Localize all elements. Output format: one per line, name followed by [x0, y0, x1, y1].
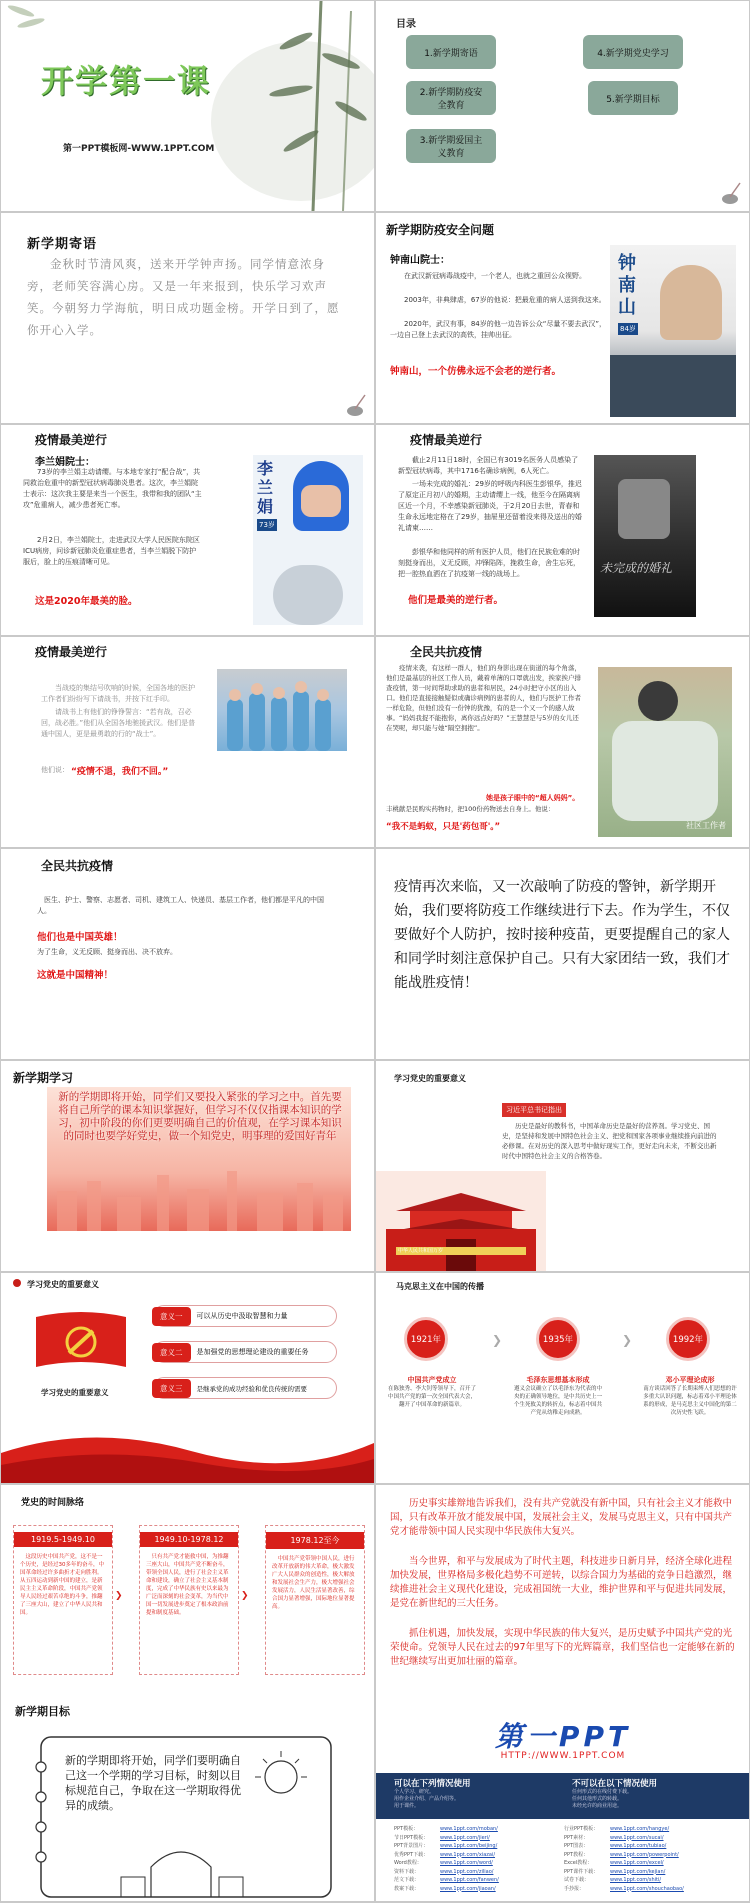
cover-title: 开学第一课	[41, 62, 212, 100]
tag-label: 习近平总书记指出	[502, 1103, 566, 1117]
slide-zhong	[376, 213, 749, 423]
cover-subtitle: 第一PPT模板网-WWW.1PPT.COM	[63, 144, 215, 154]
bamboo-left-icon	[1, 1, 61, 61]
slide-title: 全民共抗疫情	[41, 859, 114, 873]
link-item[interactable]: www.1ppt.com/excel/	[610, 1860, 664, 1866]
quote-2: 这就是中国精神！	[37, 970, 114, 981]
bamboo-painting	[201, 1, 374, 211]
book-cover-image: 钟南山 84岁	[610, 245, 736, 417]
tiananmen-image	[376, 1171, 546, 1271]
arrow-icon: ❯	[241, 1591, 249, 1601]
link-item[interactable]: www.1ppt.com/shiti/	[610, 1877, 662, 1883]
link-list	[394, 1825, 734, 1893]
message-body: 金秋时节清风爽，送来开学钟声扬。同学情意浓身旁，老师笑容满心房。又是一年来报到，快乐学习欢声笑。今朝努力学海航，明日成功题金榜。开学日到了，愿你开心入学。	[27, 257, 340, 337]
item-1: 意义一 可以从历史中汲取智慧和力量	[153, 1305, 337, 1327]
slide-li	[1, 425, 374, 635]
link-label: Word教程：	[394, 1860, 422, 1866]
timeline-col-2: 1949.10-1978.12 只有共产党才能救中国，为推翻三座大山，中国共产党不断奋斗，带领全国人民，进行了社会主义革命和建设，确立了社会主义基本制度，完成了中华民族有史以来最为广泛而深刻的社会变革，为当代中国一切发展进步奠定了根本政治前提和制度基础。	[139, 1525, 239, 1675]
slide-title: 全民共抗疫情	[410, 645, 483, 659]
slide-title: 学习党史的重要意义	[27, 1280, 99, 1289]
link-row	[394, 1834, 734, 1843]
link-item[interactable]: www.1ppt.com/xiazai/	[440, 1851, 496, 1858]
para-2: 请战书上有他们的铮铮誓言：“若有战，召必回，战必胜。”他们从全国各地驰援武汉。他们是普通中国人，更是最勇敢的行的“战士”。	[41, 708, 196, 738]
link-item[interactable]: www.1ppt.com/sucai/	[610, 1834, 664, 1841]
link-label: 优秀PPT下载：	[394, 1851, 429, 1858]
link-label: 教案下载：	[394, 1885, 420, 1892]
link-row	[394, 1885, 734, 1894]
quote: “疫情不退，我们不回。”	[71, 767, 169, 777]
link-item[interactable]: www.1ppt.com/beijing/	[440, 1843, 498, 1849]
slide-message	[1, 213, 374, 423]
para-1: 历史事实雄辩地告诉我们，没有共产党就没有新中国，只有社会主义才能救中国，只有改革开放才能发展中国，发展社会主义，发展马克思主义，只有中国共产党才能带领中国人民实现中华民族伟大复兴。	[390, 1498, 733, 1537]
timeline-node-3: 1992年	[666, 1317, 710, 1361]
slide-toc	[376, 1, 749, 211]
community-worker-photo: 社区工作者	[598, 667, 732, 837]
para-3: 彭银华和他同样的所有医护人员，他们在民族危难的时刻挺身而出，义无反顾，冲锋陷阵，挽救生命，舍生忘死，把一腔热血洒在了抗疫第一线的战场上。	[398, 548, 580, 578]
link-row	[394, 1859, 734, 1868]
arrow-icon: ❯	[115, 1591, 123, 1601]
toc-item-1[interactable]: 1.新学期寄语	[406, 35, 496, 69]
link-label: PPT教程：	[564, 1851, 589, 1858]
logo-url: HTTP://WWW.1PPT.COM	[500, 1751, 626, 1761]
timeline-node-2: 1935年	[536, 1317, 580, 1361]
link-item[interactable]: www.1ppt.com/word/	[440, 1860, 493, 1866]
arrow-icon: ❯	[492, 1333, 503, 1347]
cannot-heading: 不可以在以下情况使用	[572, 1779, 658, 1789]
goal-body: 新的学期即将开始，同学们要明确自己这一个学期的学习目标，时刻以目标规范自己，争取在这一学期取得优异的成绩。	[65, 1754, 241, 1812]
slide-title: 疫情最美逆行	[35, 433, 108, 447]
link-item[interactable]: www.1ppt.com/kejian/	[610, 1868, 666, 1875]
slide-timeline	[1, 1485, 374, 1695]
link-row	[394, 1851, 734, 1860]
toc-item-3[interactable]: 3.新学期爱国主义教育	[406, 129, 496, 163]
para-2: 一场未完成的婚礼：29岁的呼吸内科医生彭银华，推迟了原定正月初八的婚期，主动请缨上一线，他至今在隔离病区近一个月，不幸感染新冠肺炎，于2月20日去世，青春和生命永远地定格在了29岁，抽屉里还留着没来得及送出的婚礼请柬……	[398, 480, 582, 532]
link-item[interactable]: www.1ppt.com/jieri/	[440, 1834, 490, 1841]
slide-community	[376, 637, 749, 847]
para-1: 疫情来袭，有这样一群人，他们的身影出现在街道的每个角落，他们是最基层的社区工作人员，戴着单薄的口罩就出发，挨家挨户排查疫情，第一时间帮助求助的患者和居民，24小时把守小区的出入口。他们是直接接触疑似或确诊病例的患者的人，他们与医护工作者一样危险，但他们没有一份钟的犹豫，有的是一个又一个的感人故事。“妈妈我捉不能抱你，离你远点好吗？”王慧慧是与5岁的女儿还在哭呢，却只能与她“隔空拥抱”。	[386, 664, 581, 732]
slide-significance-a: 学习党史的重要意义 习近平总书记指出 历史是最好的教科书，中国革命历史是最好的营养剂。学习党史、国史，是坚持和发展中国特色社会主义、把党和国家各项事业继续推向前进的必修课。在对历史的深入思考中做好现实工作，更好走向未来，不断交出新时代中国特色社会主义的合格答卷。 中华人民共和国万岁	[376, 1061, 749, 1271]
link-label: PPT模板：	[394, 1826, 419, 1832]
link-label: 行业PPT模板：	[564, 1826, 599, 1832]
timeline-node-1: 1921年	[404, 1317, 448, 1361]
timeline-col-1: 1919.5-1949.10 这段历史中国共产党，这不是一个历史，是经过30多年的奋斗，中国革命经过许多曲折才走向胜利。从五四运动到新中国的建立，是新民主主义革命阶段，中国共产党领导人民经过艰苦卓绝的斗争，推翻了三座大山，建立了中华人民共和国。	[13, 1525, 113, 1675]
quote: 这是2020年最美的脸。	[35, 596, 138, 607]
toc-heading: 目录	[396, 19, 416, 30]
slide-title: 新学期寄语	[27, 237, 98, 252]
link-label: 资料下载：	[394, 1868, 420, 1875]
para-1: 在武汉新冠病毒战疫中，一个老人，也就之重回公众视野。	[404, 272, 586, 280]
slide-title: 新学期防疫安全问题	[386, 223, 495, 237]
slide-heroes	[1, 849, 374, 1059]
logo: 第一PPT	[494, 1720, 632, 1753]
slide-study	[1, 1061, 374, 1271]
slide-peng	[376, 425, 749, 635]
link-label: Excel教程：	[564, 1860, 593, 1866]
link-item[interactable]: www.1ppt.com/hangye/	[610, 1826, 670, 1832]
slide-title: 党史的时间脉络	[21, 1498, 85, 1508]
para-1: 截止2月11日18时，全国已有3019名医务人员感染了新型冠状病毒，其中1716名确诊病例，6人死亡。	[398, 456, 579, 475]
para-2: 丰桃献是民购实药物时，把100份药物送去自身上。他说：	[386, 805, 555, 813]
slide-title: 新学期目标	[15, 1705, 70, 1718]
para-2: 为了生命，义无反顾、挺身而出、决不放弃。	[37, 948, 177, 956]
red-ribbon-decoration	[1, 1423, 374, 1483]
arrow-icon: ❯	[622, 1333, 633, 1347]
party-flag-icon	[31, 1307, 131, 1377]
study-body: 新的学期即将开始，同学们又要投入紧张的学习之中。首先要将自己所学的课本知识掌握好，但学习不仅仅指课本知识的学习，初中阶段的你们更要明确自己的价值观，在学习课本知识的同时也要学好党史，做一个知党史，明事理的爱国好青年	[58, 1091, 342, 1142]
link-label: 手抄报：	[564, 1885, 585, 1892]
link-item[interactable]: www.1ppt.com/shouchaobao/	[610, 1885, 684, 1892]
ink-pot-icon	[716, 179, 744, 207]
link-item[interactable]: www.1ppt.com/ziliao/	[440, 1868, 494, 1875]
link-item[interactable]: www.1ppt.com/moban/	[440, 1826, 498, 1832]
link-label: PPT图表：	[564, 1843, 589, 1849]
link-label: PPT背景图片：	[394, 1843, 429, 1849]
wedding-photo: 未完成的婚礼	[594, 455, 696, 617]
flag-caption: 学习党史的重要意义	[41, 1388, 109, 1397]
quote: “我不是蚂蚁，只是'药包哥'。”	[386, 822, 501, 832]
conclusion-body: 疫情再次来临，又一次敲响了防疫的警钟，新学期开始，我们要将防疫工作继续进行下去。作为学生，不仅要做好个人防护，按时接种疫苗，更要提醒自己的家人和同学时刻注意保护自己。只有大家团结一致，我们才能战胜疫情！	[394, 879, 730, 991]
para-1: 当战疫的集结号吹响的时候，全国各地的医护工作者们纷纷写下请战书，并按下红手印。	[41, 684, 195, 703]
toc-item-4[interactable]: 4.新学期党史学习	[583, 35, 683, 69]
link-label: 试卷下载：	[564, 1877, 590, 1883]
slide-title: 马克思主义在中国的传播	[396, 1282, 484, 1291]
link-item[interactable]: www.1ppt.com/jiaoan/	[440, 1885, 496, 1892]
link-item[interactable]: www.1ppt.com/fanwen/	[440, 1877, 499, 1883]
slide-title: 疫情最美逆行	[35, 645, 108, 659]
link-row	[394, 1876, 734, 1885]
significance-body: 历史是最好的教科书，中国革命历史是最好的营养剂。学习党史、国史，是坚持和发展中国特色社会主义、把党和国家各项事业继续推向前进的必修课。在对历史的深入思考中做好现实工作，更好走向未来，不断交出新时代中国特色社会主义的合格答卷。	[502, 1122, 717, 1160]
slide-petition	[1, 637, 374, 847]
ink-pot-icon	[341, 391, 369, 419]
para-3: 抓住机遇，加快发展，实现中华民族的伟大复兴，是历史赋予中国共产党的光荣使命。党领导人民在过去的97年里写下的光辉篇章，我们坚信也一定能够在新的世纪继续写出更加壮丽的篇章。	[390, 1628, 735, 1667]
slide-title: 学习党史的重要意义	[394, 1074, 466, 1083]
quote: 他们是最美的逆行者。	[408, 595, 504, 606]
person-name: 钟南山院士：	[390, 255, 450, 266]
para-1: 73岁的李兰娟主动请缨。与本地专家打“配合战”，共同救治危重中的新型冠状病毒肺炎患者。这次，李兰娟院士表示：这次我主要是来当一个医生，我带和我的团队“主攻”危重病人，减少患者死亡率。	[23, 468, 202, 509]
medical-team-photo	[217, 669, 347, 751]
quote: 钟南山，一个仿佛永远不会老的逆行者。	[390, 366, 562, 377]
para-2: 2003年，非典肆虐，67岁的他说：把最危重的病人送到我这来。	[404, 296, 606, 304]
item-2: 意义二 是加强党的思想理论建设的重要任务	[153, 1341, 337, 1363]
slide-goal	[1, 1691, 374, 1901]
link-item[interactable]: www.1ppt.com/powerpoint/	[610, 1851, 679, 1858]
quote-1: 他们也是中国英雄！	[37, 932, 123, 943]
slide-title: 新学期学习	[13, 1071, 74, 1085]
toc-item-5[interactable]: 5.新学期目标	[588, 81, 678, 115]
link-row	[394, 1868, 734, 1877]
para-2: 2月2日，李兰娟院士，走进武汉大学人民医院东院区ICU病房，问诊新冠肺炎危重症患者，当李兰娟脱下防护服后，脸上的压痕清晰可见。	[23, 536, 200, 566]
para-3: 他们说：	[41, 766, 69, 774]
item-3: 意义三 是继承党的成功经验和优良传统的需要	[153, 1377, 337, 1399]
toc-item-2[interactable]: 2.新学期防疫安全教育	[406, 81, 496, 115]
slide-title: 疫情最美逆行	[410, 433, 483, 447]
book-cover-image: 李兰娟 73岁	[253, 455, 363, 625]
slide-cover	[1, 1, 374, 211]
link-label: 节日PPT模板：	[394, 1834, 429, 1841]
slide-marxism: 马克思主义在中国的传播 1921年 1935年 1992年 ❯ ❯ 中国共产党成立 在陈独秀、李大钊等领导下，召开了中国共产党的第一次全国代表大会，翻开了中国革命的新篇章。 毛泽东思想基本形成 遵义会议确立了以毛泽东为代表的中央的正确领导地位，是中共历史上一个生死攸关的转折点，标志着中国共产党从幼稚走向成熟。 邓小平理论成形 南方谈话回答了长期束缚人们思想的许多重大认识问题，标志着邓小平理论体系的形成，是马克思主义中国化的第二次历史性飞跃。	[376, 1273, 749, 1483]
link-row	[394, 1842, 734, 1851]
link-row	[394, 1825, 734, 1834]
para-1: 医生、护士、警察、志愿者、司机、建筑工人、快递员、基层工作者，他们都是平凡的中国人。	[37, 896, 324, 915]
slide-history-text	[376, 1485, 749, 1695]
can-heading: 可以在下列情况使用	[394, 1779, 471, 1789]
timeline-col-3: 1978.12至今 中国共产党带领中国人民，进行改革开放新的伟大革命，极大激发广大人民群众的创造性，极大解放和发展社会生产力，极大增强社会发展活力，人民生活显著改善，综合国力显著增强，国际地位显著提高。	[265, 1525, 365, 1675]
slide-significance-b	[1, 1273, 374, 1483]
link-label: 范文下载：	[394, 1877, 420, 1883]
slide-license: 第一PPT HTTP://WWW.1PPT.COM 可以在下列情况使用 不可以在以下情况使用 个人学习、研究。 用作企业介绍、产品介绍等。 用于课件。 任何形式的在线付费下载。 任何其他形式的转载。 未经允许的商业用途。 PPT模板： www.1ppt.com/moban/ 行业PPT模板： www.1ppt.com/hangye/ 节日PPT模板： www.1ppt.com/jieri/ PPT素材： www.1ppt.com/sucai/ PPT背景图片： www.1ppt.com/beijing/ PPT图表： www.1ppt.com/tubiao/ 优秀PPT下载： www.1ppt.com/xiazai/ PPT教程： www.1ppt.com/powerpoint/ Word教程： www.1ppt.com/word/ Excel教程： www.1ppt.com/excel/ 资料下载： www.1ppt.com/ziliao/ PPT课件下载： www.1ppt.com/kejian/ 范文下载： www.1ppt.com/fanwen/ 试卷下载： www.1ppt.com/shiti/ 教案下载： www.1ppt.com/jiaoan/ 手抄报： www.1ppt.com/shouchaobao/	[376, 1691, 749, 1901]
person-name: 李兰娟院士：	[35, 457, 95, 468]
link-label: PPT素材：	[564, 1834, 589, 1841]
para-2: 当今世界，和平与发展成为了时代主题，科技进步日新月异，经济全球化进程加快发展，世界格局多极化趋势不可逆转，以综合国力为基础的竞争日趋激烈，继续推进社会主义现代化建设，完成祖国统一大业，维护世界和平与促进共同发展，是党在新世纪的三大任务。	[390, 1556, 733, 1609]
link-label: PPT课件下载：	[564, 1868, 599, 1875]
para-3: 2020年，武汉有事，84岁的他一边告诉公众“尽量不要去武汉”，一边自己登上去武汉的高铁，挂帅出征。	[390, 320, 606, 339]
highlight: 她是孩子眼中的“超人妈妈”。	[486, 794, 580, 802]
link-item[interactable]: www.1ppt.com/tubiao/	[610, 1843, 667, 1849]
slide-conclusion	[376, 849, 749, 1059]
